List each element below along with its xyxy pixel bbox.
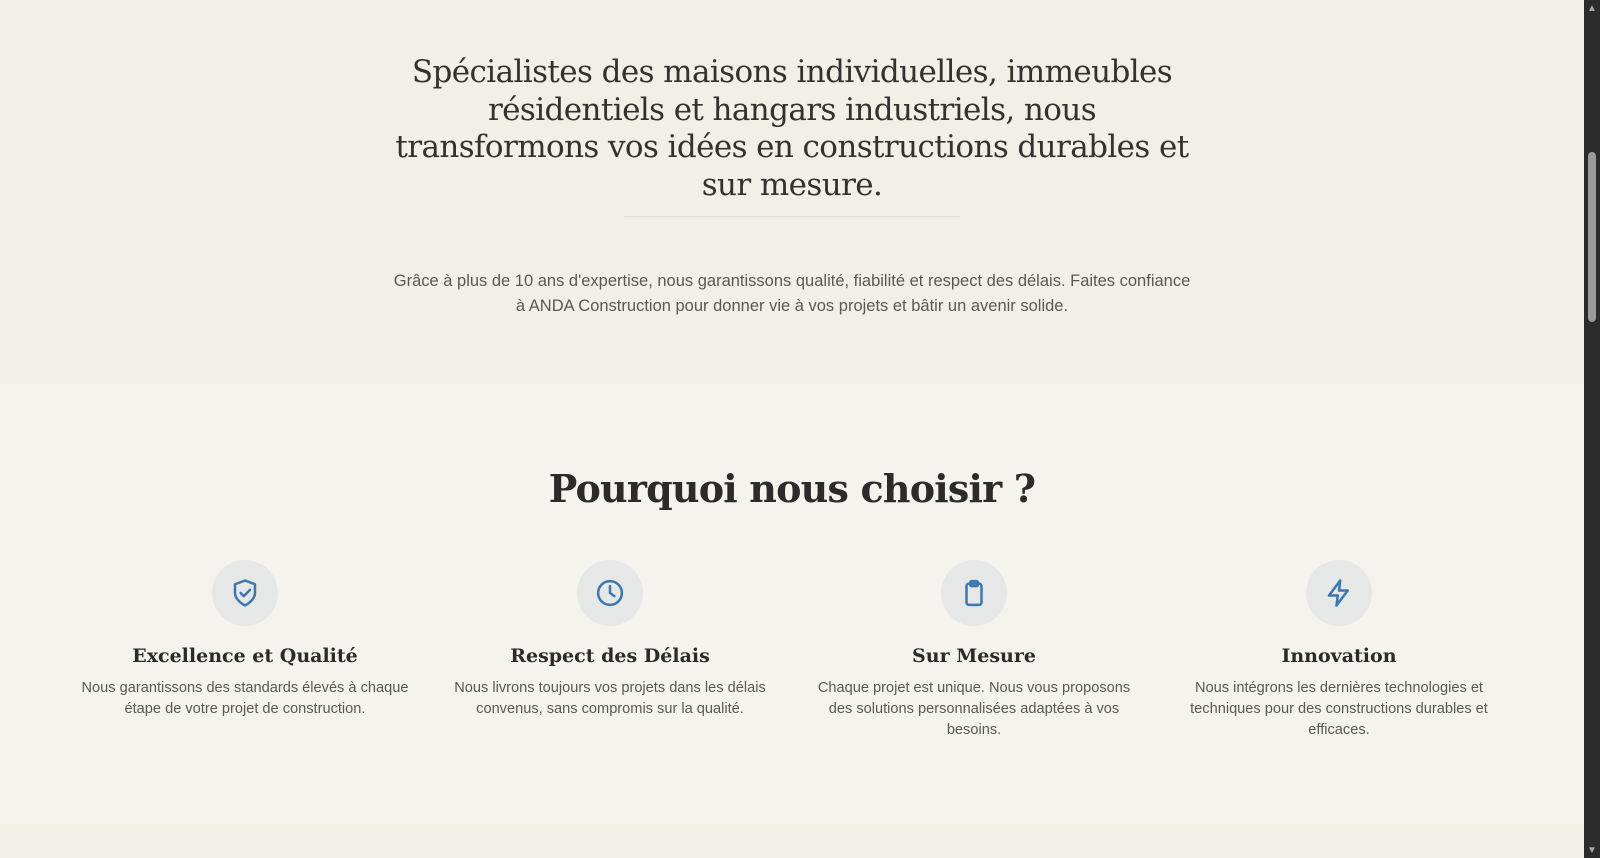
feature-description: Nous intégrons les dernières technologies et techniques pour des constructions durables et efficaces. — [1190, 680, 1488, 738]
feature-excellence — [77, 560, 413, 720]
next-section — [0, 824, 1584, 858]
feature-description: Nous livrons toujours vos projets dans les délais convenus, sans compromis sur la qualité. — [454, 680, 766, 717]
clipboard-icon — [941, 560, 1007, 626]
divider — [624, 216, 960, 217]
lightning-icon — [1306, 560, 1372, 626]
clock-icon — [577, 560, 643, 626]
feature-title: Excellence et Qualité — [132, 645, 358, 667]
feature-description: Nous garantissons des standards élevés à chaque étape de votre projet de construction. — [81, 680, 409, 717]
vertical-scrollbar[interactable] — [1584, 0, 1600, 858]
feature-deadlines — [442, 560, 778, 720]
intro-lead: Spécialistes des maisons individuelles, immeubles résidentiels et hangars industriels, nous transformons vos idées en constructions durables et sur mesure. — [395, 54, 1189, 203]
feature-title: Respect des Délais — [510, 645, 710, 667]
intro-section — [0, 0, 1584, 384]
feature-innovation — [1171, 560, 1507, 741]
feature-custom — [806, 560, 1142, 741]
feature-description: Chaque projet est unique. Nous vous proposons des solutions personnalisées adaptées à vos besoins. — [817, 680, 1131, 738]
feature-title: Sur Mesure — [912, 645, 1036, 667]
feature-title: Innovation — [1281, 645, 1397, 667]
scrollbar-thumb[interactable] — [1588, 152, 1596, 322]
scroll-up-arrow-icon[interactable]: ▲ — [1587, 2, 1597, 14]
why-choose-us-section — [0, 384, 1584, 824]
intro-body: Grâce à plus de 10 ans d'expertise, nous garantissons qualité, fiabilité et respect des délais. Faites confiance à ANDA Construction pour donner vie à vos projets et bâtir un avenir solide. — [393, 272, 1191, 315]
section-title: Pourquoi nous choisir ? — [548, 466, 1036, 511]
shield-check-icon — [212, 560, 278, 626]
scroll-down-arrow-icon[interactable]: ▼ — [1587, 844, 1597, 856]
